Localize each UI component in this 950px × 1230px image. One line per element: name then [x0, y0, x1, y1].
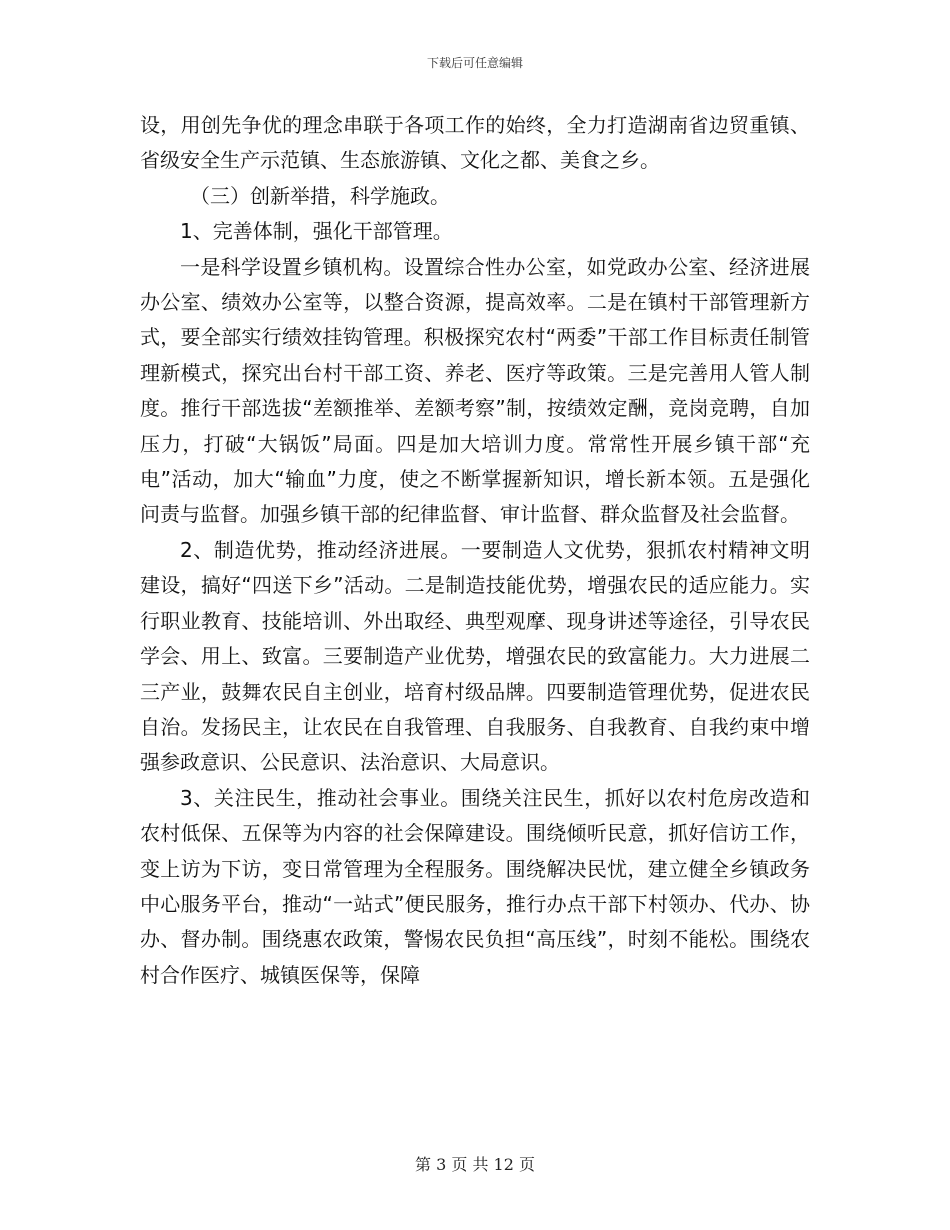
page-header: 下载后可任意编辑	[426, 56, 523, 70]
paragraph: 一是科学设置乡镇机构。设置综合性办公室，如党政办公室、经济进展办公室、绩效办公室等，以整合资源，提高效率。二是在镇村干部管理新方式，要全部实行绩效挂钩管理。积极探究农村“两委”干部工作目标责任制管理新模式，探究出台村干部工资、养老、医疗等政策。三是完善用人管人制度。推行干部选拔“差额推举、差额考察”制，按绩效定酬，竞岗竞聘，自加压力，打破“大锅饭”局面。四是加大培训力度。常常性开展乡镇干部“充电”活动，加大“输血”力度，使之不断掌握新知识，增长新本领。五是强化问责与监督。加强乡镇干部的纪律监督、审计监督、群众监督及社会监督。	[140, 254, 810, 527]
document-body	[140, 108, 810, 993]
paragraph: 2、制造优势，推动经济进展。一要制造人文优势，狠抓农村精神文明建设，搞好“四送下乡”活动。二是制造技能优势，增强农民的适应能力。实行职业教育、技能培训、外出取经、典型观摩、现身讲述等途径，引导农民学会、用上、致富。三要制造产业优势，增强农民的致富能力。大力进展二三产业，鼓舞农民自主创业，培育村级品牌。四要制造管理优势，促进农民自治。发扬民主，让农民在自我管理、自我服务、自我教育、自我约束中增强参政意识、公民意识、法治意识、大局意识。	[140, 537, 810, 775]
subsection-heading: 1、完善体制，强化干部管理。	[180, 219, 453, 244]
page-number: 第 3 页 共 12 页	[415, 1155, 535, 1174]
paragraph-continuation: 设，用创先争优的理念串联于各项工作的始终，全力打造湖南省边贸重镇、省级安全生产示范镇、生态旅游镇、文化之都、美食之乡。	[140, 113, 810, 173]
paragraph: 3、关注民生，推动社会事业。围绕关注民生，抓好以农村危房改造和农村低保、五保等为内容的社会保障建设。围绕倾听民意，抓好信访工作，变上访为下访，变日常管理为全程服务。围绕解决民忧，建立健全乡镇政务中心服务平台，推动“一站式”便民服务，推行办点干部下村领办、代办、协办、督办制。围绕惠农政策，警惕农民负担“高压线”，时刻不能松。围绕农村合作医疗、城镇医保等，保障	[140, 785, 810, 987]
section-heading: （三）创新举措，科学施政。	[190, 183, 450, 208]
